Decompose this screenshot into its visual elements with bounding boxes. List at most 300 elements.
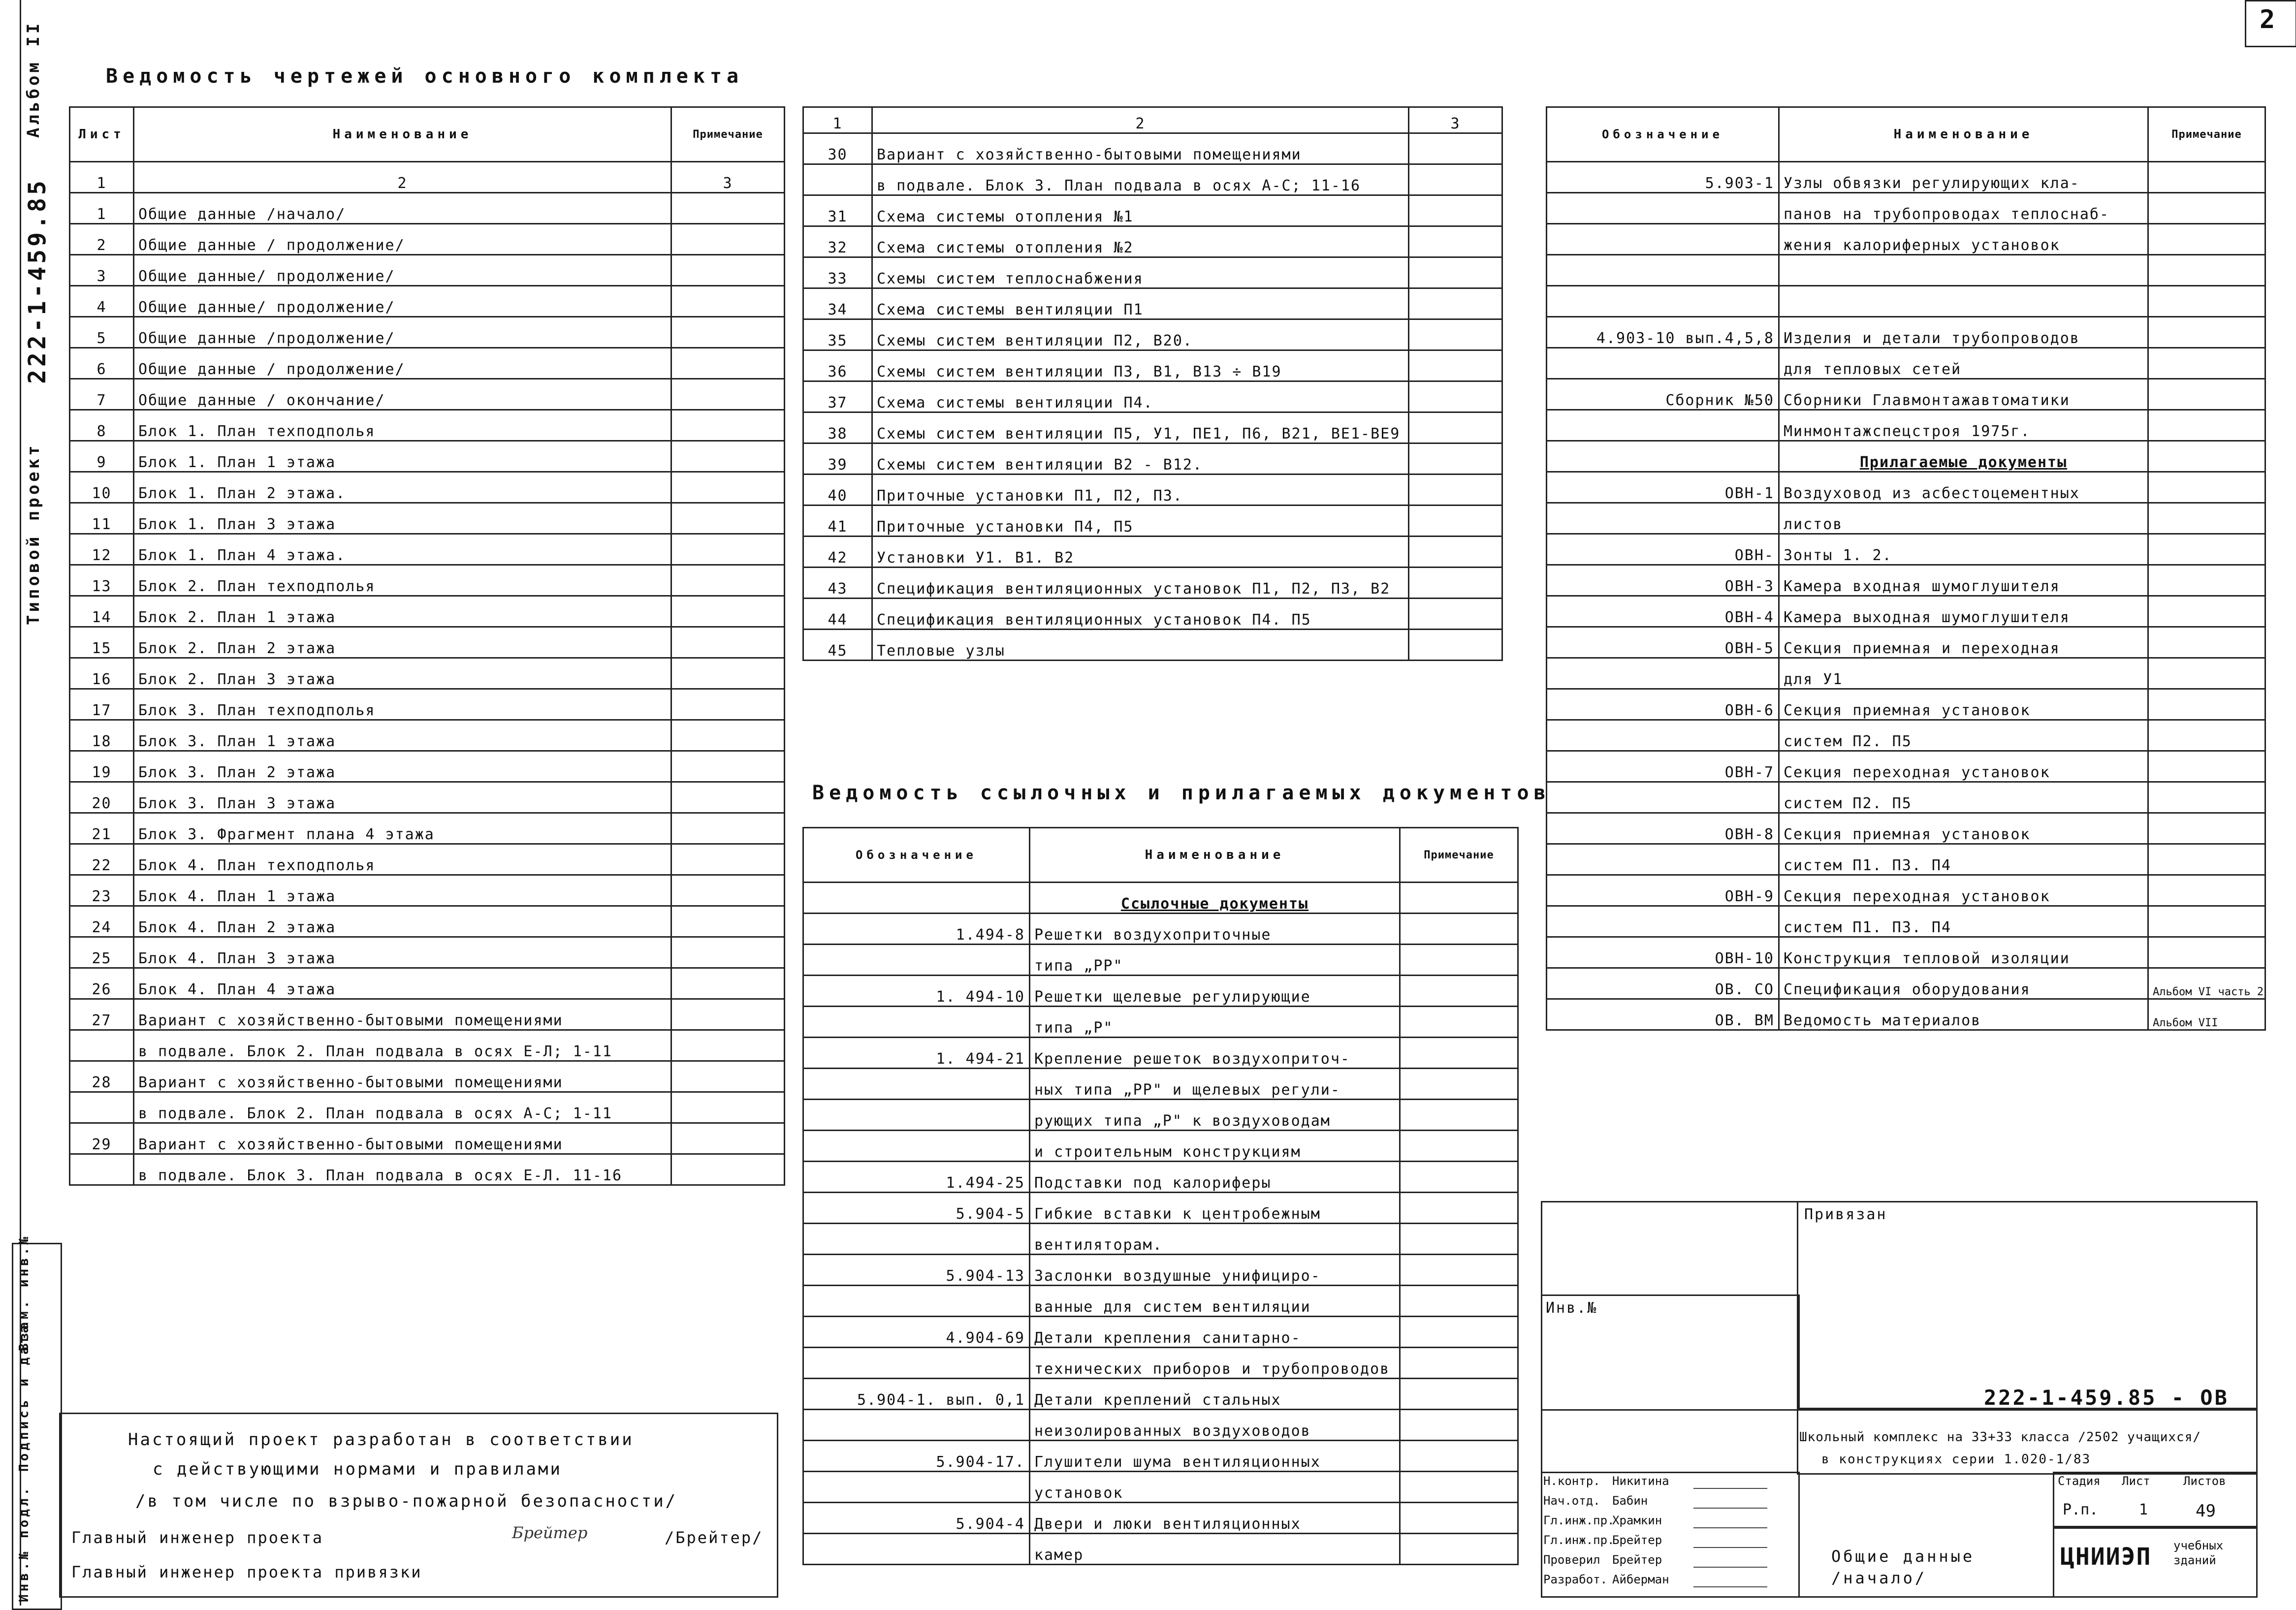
sheet-number: 2 [2260, 5, 2275, 34]
document-name: Зонты 1. 2. [1779, 534, 2148, 565]
table-row [803, 1162, 1518, 1193]
table-row [803, 1007, 1518, 1038]
table-row [803, 1348, 1518, 1379]
document-note [2148, 844, 2265, 875]
table-row [1547, 937, 2265, 968]
designation [803, 1472, 1030, 1503]
sheet-note [1409, 412, 1502, 443]
table-row [1547, 751, 2265, 782]
document-note [2148, 689, 2265, 720]
sheet-note [671, 782, 785, 813]
sheet-note [671, 844, 785, 875]
table-row [1547, 968, 2265, 999]
document-name: Изделия и детали трубопроводов [1779, 317, 2148, 348]
sheet-no: 34 [803, 288, 872, 319]
document-name: листов [1779, 503, 2148, 534]
sheet-no [70, 1154, 134, 1185]
document-note: Альбом VII [2148, 999, 2265, 1030]
table-row [803, 226, 1502, 257]
project-series: в конструкциях серии 1.020-1/83 [1821, 1452, 2091, 1467]
sheet-no: 43 [803, 568, 872, 599]
sheet-name: в подвале. Блок 3. План подвала в осях Е-Л. 11-16 [134, 1154, 671, 1185]
chief-binding: Главный инженер проекта привязки [71, 1563, 422, 1581]
designation [803, 945, 1030, 976]
table-row [70, 1154, 785, 1185]
document-name [1779, 286, 2148, 317]
sheet-no: 7 [70, 379, 134, 410]
sheet-no: 1 [70, 193, 134, 224]
document-note [1400, 914, 1518, 945]
document-name: Воздуховод из асбестоцементных [1779, 472, 2148, 503]
sheet-no: 5 [70, 317, 134, 348]
sheet-note [671, 1092, 785, 1123]
table-row [803, 1224, 1518, 1255]
title-code: 222-1-459.85 - ОВ [1984, 1386, 2229, 1410]
column-number: 2 [872, 107, 1409, 133]
statement-line-3: /в том числе по взрыво-пожарной безопасности/ [135, 1491, 678, 1511]
sheet-note [671, 968, 785, 999]
stamp-sign: Подпись и дата [17, 1322, 32, 1472]
sheet-name: в подвале. Блок 3. План подвала в осях А-С; 11-16 [872, 164, 1409, 195]
sheet-name: Блок 4. План 1 этажа [134, 875, 671, 906]
table-row [803, 537, 1502, 568]
sheet-name: в подвале. Блок 2. План подвала в осях А-С; 1-11 [134, 1092, 671, 1123]
table-row [1547, 379, 2265, 410]
document-name: Камера входная шумоглушителя [1779, 565, 2148, 596]
document-name: и строительным конструкциям [1030, 1131, 1400, 1162]
sheet-name: Вариант с хозяйственно-бытовыми помещениями [134, 1123, 671, 1154]
document-name: систем П2. П5 [1779, 720, 2148, 751]
document-name: Сборники Главмонтажавтоматики [1779, 379, 2148, 410]
designation: 5.904-5 [803, 1193, 1030, 1224]
table-row [803, 630, 1502, 661]
sheet-no: 6 [70, 348, 134, 379]
sheet-no: 37 [803, 381, 872, 412]
designation: ОВН-8 [1547, 813, 1779, 844]
designation: ОВН-5 [1547, 627, 1779, 658]
table-row [70, 224, 785, 255]
sheet-no: 31 [803, 195, 872, 226]
designation [1547, 782, 1779, 813]
document-note [1400, 1379, 1518, 1410]
sheet-note [1409, 443, 1502, 474]
sheet-note [1409, 505, 1502, 537]
designation [803, 1410, 1030, 1441]
person-name: Никитина [1612, 1474, 1669, 1488]
sheet-no: 20 [70, 782, 134, 813]
designation: 1. 494-10 [803, 976, 1030, 1007]
designation: ОВ. ВМ [1547, 999, 1779, 1030]
table-row [1547, 348, 2265, 379]
sheet-no: 27 [70, 999, 134, 1030]
document-note [1400, 976, 1518, 1007]
designation: ОВН- [1547, 534, 1779, 565]
document-name: технических приборов и трубопроводов [1030, 1348, 1400, 1379]
stage-header: Стадия [2058, 1474, 2101, 1488]
document-name: Крепление решеток воздухоприточ- [1030, 1038, 1400, 1069]
subhead-blank-note [1400, 883, 1518, 914]
designation [1547, 224, 1779, 255]
document-note [1400, 1193, 1518, 1224]
table-row [803, 1038, 1518, 1069]
document-note [2148, 441, 2265, 472]
document-note [1400, 1410, 1518, 1441]
document-name: систем П2. П5 [1779, 782, 2148, 813]
document-note [2148, 193, 2265, 224]
sheet-name: Вариант с хозяйственно-бытовыми помещениями [134, 999, 671, 1030]
document-note [2148, 348, 2265, 379]
document-note [2148, 286, 2265, 317]
document-note [1400, 1441, 1518, 1472]
sheet-note [1409, 164, 1502, 195]
document-note [2148, 937, 2265, 968]
subhead-label: Ссылочные документы [1030, 883, 1400, 914]
table-row [803, 505, 1502, 537]
table-row [1547, 875, 2265, 906]
table-row [70, 1030, 785, 1061]
document-name: Узлы обвязки регулирующих кла- [1779, 162, 2148, 193]
designation [1547, 286, 1779, 317]
col-designation: Обозначение [803, 828, 1030, 883]
sheet-note [1409, 630, 1502, 661]
table-row [1547, 162, 2265, 193]
column-number: 3 [671, 162, 785, 193]
table-row [803, 1317, 1518, 1348]
document-name: Секция приемная установок [1779, 689, 2148, 720]
sheet-no [803, 164, 872, 195]
sheet-note [671, 472, 785, 503]
person-role: Разработ. [1543, 1573, 1608, 1586]
document-name: Ведомость материалов [1779, 999, 2148, 1030]
table-row [803, 443, 1502, 474]
table-row [803, 914, 1518, 945]
table-row [1547, 255, 2265, 286]
document-name: Секция переходная установок [1779, 875, 2148, 906]
designation: 1.494-8 [803, 914, 1030, 945]
designation: 5.904-1. вып. 0,1 [803, 1379, 1030, 1410]
sheet-no: 12 [70, 534, 134, 565]
sheet-name: Приточные установки П1, П2, П3. [872, 474, 1409, 505]
drawings-table-continued [802, 106, 1503, 661]
subhead-blank [803, 883, 1030, 914]
sheet-name: Общие данные / продолжение/ [134, 224, 671, 255]
sheet-no: 11 [70, 503, 134, 534]
column-number: 3 [1409, 107, 1502, 133]
sheet-no: 30 [803, 133, 872, 164]
document-name: типа „Р" [1030, 1007, 1400, 1038]
document-note [1400, 1100, 1518, 1131]
designation: 1.494-25 [803, 1162, 1030, 1193]
document-note [2148, 720, 2265, 751]
org-name: ЦНИИЭП [2060, 1543, 2152, 1571]
table-row [1547, 689, 2265, 720]
sheet-note [1409, 350, 1502, 381]
sheet-name: Тепловые узлы [872, 630, 1409, 661]
table-row [1547, 317, 2265, 348]
document-note [1400, 1038, 1518, 1069]
table-row [70, 255, 785, 286]
sheet-name: Блок 3. План техподполья [134, 689, 671, 720]
table-row [70, 875, 785, 906]
document-name: Детали креплений стальных [1030, 1379, 1400, 1410]
document-note [2148, 162, 2265, 193]
sheet-no: 32 [803, 226, 872, 257]
sheet-note [1409, 381, 1502, 412]
designation: 4.904-69 [803, 1317, 1030, 1348]
sheet-name: Схема системы вентиляции П1 [872, 288, 1409, 319]
sheet-no: 2 [70, 224, 134, 255]
person-signature [1693, 1492, 1767, 1509]
drawings-title: Ведомость чертежей основного комплекта [106, 65, 744, 88]
document-note [1400, 1224, 1518, 1255]
document-note [2148, 410, 2265, 441]
person-signature [1693, 1512, 1767, 1528]
sheet-note [671, 1030, 785, 1061]
table-row [1547, 844, 2265, 875]
col-designation-2: Обозначение [1547, 107, 1779, 162]
sheet-note [671, 1154, 785, 1185]
sheet-no: 28 [70, 1061, 134, 1092]
sheets-value: 49 [2196, 1501, 2216, 1521]
sheet-note [1409, 288, 1502, 319]
document-note [2148, 782, 2265, 813]
table-row [803, 1100, 1518, 1131]
table-row [803, 350, 1502, 381]
document-name: Секция приемная установок [1779, 813, 2148, 844]
sheet-no: 14 [70, 596, 134, 627]
document-name: Заслонки воздушные унифициро- [1030, 1255, 1400, 1286]
sheet-note [1409, 195, 1502, 226]
sheet-note [671, 596, 785, 627]
designation: 5.904-13 [803, 1255, 1030, 1286]
table-row [803, 1441, 1518, 1472]
table-row [70, 503, 785, 534]
sheet-note [671, 224, 785, 255]
sheet-title: Общие данные /начало/ [1831, 1547, 1975, 1587]
person-role: Проверил [1543, 1553, 1600, 1567]
designation [1547, 906, 1779, 937]
table-row [1547, 410, 2265, 441]
document-note [2148, 596, 2265, 627]
document-note [1400, 1472, 1518, 1503]
sheet-note [1409, 537, 1502, 568]
table-row [70, 348, 785, 379]
sheet-no: 33 [803, 257, 872, 288]
table-row [803, 1069, 1518, 1100]
sheet-no: 25 [70, 937, 134, 968]
document-note [1400, 1503, 1518, 1534]
column-numbers-row [70, 162, 785, 193]
designation [803, 1007, 1030, 1038]
table-row [1547, 596, 2265, 627]
sheet-name: Блок 1. План 2 этажа. [134, 472, 671, 503]
column-numbers-row [803, 107, 1502, 133]
sheet-note [671, 875, 785, 906]
document-name [1779, 255, 2148, 286]
table-row [70, 751, 785, 782]
sheet-name: Общие данные/ продолжение/ [134, 286, 671, 317]
sheet-note [671, 286, 785, 317]
person-signature [1693, 1472, 1767, 1489]
table-row [1547, 720, 2265, 751]
references-table-continued [1546, 106, 2266, 1031]
designation: ОВН-3 [1547, 565, 1779, 596]
document-name: Решетки щелевые регулирующие [1030, 976, 1400, 1007]
designation: ОВН-1 [1547, 472, 1779, 503]
document-note [2148, 317, 2265, 348]
sheet-name: Блок 4. План 4 этажа [134, 968, 671, 999]
designation [1547, 503, 1779, 534]
person-name: Айберман [1612, 1573, 1669, 1586]
sheet-name: Схема системы отопления №1 [872, 195, 1409, 226]
designation [1547, 441, 1779, 472]
sheet-name: Блок 4. План техподполья [134, 844, 671, 875]
table-row [803, 164, 1502, 195]
document-name: Конструкция тепловой изоляции [1779, 937, 2148, 968]
sheet-note [671, 1061, 785, 1092]
sheet-name: Схемы систем вентиляции В2 - В12. [872, 443, 1409, 474]
sheet-name: Блок 2. План 3 этажа [134, 658, 671, 689]
table-row [1547, 565, 2265, 596]
document-name: систем П1. П3. П4 [1779, 906, 2148, 937]
table-row [1547, 658, 2265, 689]
designation [1547, 348, 1779, 379]
sheet-no: 4 [70, 286, 134, 317]
document-name: для У1 [1779, 658, 2148, 689]
sheet-name: Блок 1. План 3 этажа [134, 503, 671, 534]
person-name: Храмкин [1612, 1514, 1662, 1527]
sheet-name: Блок 4. План 3 этажа [134, 937, 671, 968]
sheet-name: Блок 2. План 2 этажа [134, 627, 671, 658]
designation [1547, 410, 1779, 441]
document-name: Подставки под калориферы [1030, 1162, 1400, 1193]
side-project-label: Типовой проект [24, 442, 43, 625]
document-name: ванные для систем вентиляции [1030, 1286, 1400, 1317]
designation: ОВН-6 [1547, 689, 1779, 720]
table-row [70, 565, 785, 596]
table-row [803, 381, 1502, 412]
table-row [1547, 224, 2265, 255]
document-note [2148, 379, 2265, 410]
table-row [803, 976, 1518, 1007]
side-code-label: 222-1-459.85 [24, 178, 51, 384]
sheet-no: 24 [70, 906, 134, 937]
person-name: Брейтер [1612, 1533, 1662, 1547]
table-row [70, 844, 785, 875]
document-name: Секция приемная и переходная [1779, 627, 2148, 658]
document-note [1400, 1534, 1518, 1565]
designation: ОВ. СО [1547, 968, 1779, 999]
designation: 4.903-10 вып.4,5,8 [1547, 317, 1779, 348]
designation [803, 1224, 1030, 1255]
document-note [2148, 224, 2265, 255]
table-row [1547, 193, 2265, 224]
table-row [1547, 782, 2265, 813]
sheet-name: Блок 2. План 1 этажа [134, 596, 671, 627]
sheet-name: в подвале. Блок 2. План подвала в осях Е-Л; 1-11 [134, 1030, 671, 1061]
table-row [803, 1255, 1518, 1286]
table-row [70, 720, 785, 751]
sheet-name: Спецификация вентиляционных установок П1, П2, П3, В2 [872, 568, 1409, 599]
table-row [70, 968, 785, 999]
sheet-no: 21 [70, 813, 134, 844]
sheet-name: Блок 1. План 1 этажа [134, 441, 671, 472]
designation: 5.903-1 [1547, 162, 1779, 193]
sheet-note [671, 658, 785, 689]
statement-line-1: Настоящий проект разработан в соответствии [128, 1430, 634, 1450]
designation [803, 1534, 1030, 1565]
table-row [70, 596, 785, 627]
sheet-name: Установки У1. В1. В2 [872, 537, 1409, 568]
document-note [2148, 255, 2265, 286]
binding-label: Привязан [1804, 1206, 1887, 1223]
sheet-note [1409, 133, 1502, 164]
table-row [70, 906, 785, 937]
sheet-note [671, 813, 785, 844]
document-name: типа „РР" [1030, 945, 1400, 976]
document-note [2148, 658, 2265, 689]
table-row [803, 1503, 1518, 1534]
table-row [70, 1061, 785, 1092]
column-number: 2 [134, 162, 671, 193]
chief-name: /Брейтер/ [665, 1528, 764, 1547]
document-note [2148, 534, 2265, 565]
table-row [803, 1534, 1518, 1565]
sheet-no: 44 [803, 599, 872, 630]
designation: ОВН-9 [1547, 875, 1779, 906]
stamp-replace: Взам. инв.№ [17, 1233, 32, 1351]
sheet-name: Общие данные / окончание/ [134, 379, 671, 410]
document-name: Камера выходная шумоглушителя [1779, 596, 2148, 627]
table-row [70, 999, 785, 1030]
table-row [1547, 999, 2265, 1030]
sheet-name: Схемы систем вентиляции П5, У1, ПЕ1, П6, В21, ВЕ1-ВЕ9 [872, 412, 1409, 443]
person-name: Брейтер [1612, 1553, 1662, 1567]
table-row [803, 1410, 1518, 1441]
table-row [70, 410, 785, 441]
table-row [1547, 503, 2265, 534]
column-number: 1 [70, 162, 134, 193]
table-row [803, 1286, 1518, 1317]
designation [803, 1069, 1030, 1100]
document-name: рующих типа „Р" к воздуховодам [1030, 1100, 1400, 1131]
sheet-note [1409, 226, 1502, 257]
sheet-no: 42 [803, 537, 872, 568]
sheet-no: 29 [70, 1123, 134, 1154]
table-row [803, 319, 1502, 350]
col-ref-note: Примечание [1400, 828, 1518, 883]
column-number: 1 [803, 107, 872, 133]
sheet-note [1409, 319, 1502, 350]
references-title: Ведомость ссылочных и прилагаемых документов [812, 782, 1551, 804]
document-name: Решетки воздухоприточные [1030, 914, 1400, 945]
sheet-name: Схема системы отопления №2 [872, 226, 1409, 257]
sheet-no: 40 [803, 474, 872, 505]
sheet-name: Схемы систем теплоснабжения [872, 257, 1409, 288]
sheet-note [1409, 568, 1502, 599]
table-row [803, 474, 1502, 505]
table-row [70, 317, 785, 348]
table-row [70, 782, 785, 813]
document-note [2148, 906, 2265, 937]
stage-value: Р.п. [2063, 1501, 2099, 1518]
table-row [70, 1123, 785, 1154]
sheet-note [671, 255, 785, 286]
table-row [803, 412, 1502, 443]
person-role: Н.контр. [1543, 1474, 1600, 1488]
table-row [803, 599, 1502, 630]
sheet-no: 22 [70, 844, 134, 875]
